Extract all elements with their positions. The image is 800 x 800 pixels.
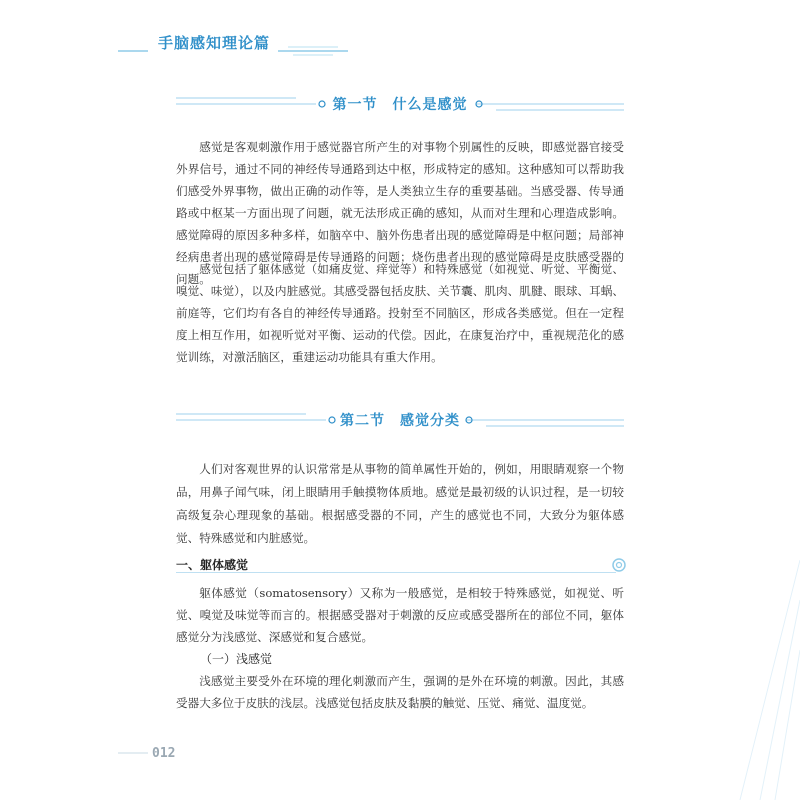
paragraph: 感觉包括了躯体感觉（如痛皮觉、痒觉等）和特殊感觉（如视觉、听觉、平衡觉、嗅觉、味觉），以及内脏感觉。其感受器包括皮肤、关节囊、肌肉、肌腱、眼球、耳蜗、前庭等，它们均有各自的神经传导通路。投射至不同脑区，形成各类感觉。但在一定程度上相互作用，如视听觉对平衡、运动的代偿。因此，在康复治疗中，重视规范化的感觉训练，对激活脑区，重建运动功能具有重大作用。 (176, 262, 624, 364)
section-title: 第一节 什么是感觉 (332, 97, 468, 113)
paragraph: 人们对客观世界的认识常常是从事物的简单属性开始的，例如，用眼睛观察一个物品，用鼻子闻气味，闭上眼睛用手触摸物体质地。感觉是最初级的认识过程，是一切较高级复杂心理现象的基础。根据感受器的不同，产生的感觉也不同，大致分为躯体感觉、特殊感觉和内脏感觉。 (176, 462, 624, 545)
running-header-title: 手脑感知理论篇 (158, 34, 271, 52)
section-heading-2 (176, 406, 624, 434)
section-title: 第二节 感觉分类 (340, 413, 460, 429)
section-heading-1 (176, 90, 624, 118)
paragraph: 感觉是客观刺激作用于感觉器官所产生的对事物个别属性的反映，即感觉器官接受外界信号，通过不同的神经传导通路到达中枢，形成特定的感知。这种感知可以帮助我们感受外界事物，做出正确的动作等，是人类独立生存的重要基础。当感受器、传导通路或中枢某一方面出现了问题，就无法形成正确的感知，从而对生理和心理造成影响。感觉障碍的原因多种多样，如脑卒中、脑外伤患者出现的感觉障碍是中枢问题；局部神经病患者出现的感觉障碍是传导通路的问题；烧伤患者出现的感觉障碍是皮肤感受器的问题。 (176, 140, 624, 286)
paragraph: 躯体感觉（somatosensory）又称为一般感觉，是相较于特殊感觉，如视觉、听觉、嗅觉及味觉等而言的。根据感受器对于刺激的反应或感受器所在的部位不同，躯体感觉分为浅感觉、深感觉和复合感觉。 (176, 586, 624, 644)
gear-icon (610, 556, 628, 574)
subsection-heading: 一、躯体感觉 (176, 558, 249, 572)
subsubsection-heading: （一）浅感觉 (200, 652, 273, 666)
subsection-rule (176, 572, 616, 573)
page-number: 012 (152, 746, 176, 761)
corner-line-decoration (640, 560, 800, 800)
paragraph: 浅感觉主要受外在环境的理化刺激而产生，强调的是外在环境的刺激。因此，其感受器大多位于皮肤的浅层。浅感觉包括皮肤及黏膜的触觉、压觉、痛觉、温度觉。 (176, 674, 624, 710)
page-number-rule (118, 752, 148, 754)
